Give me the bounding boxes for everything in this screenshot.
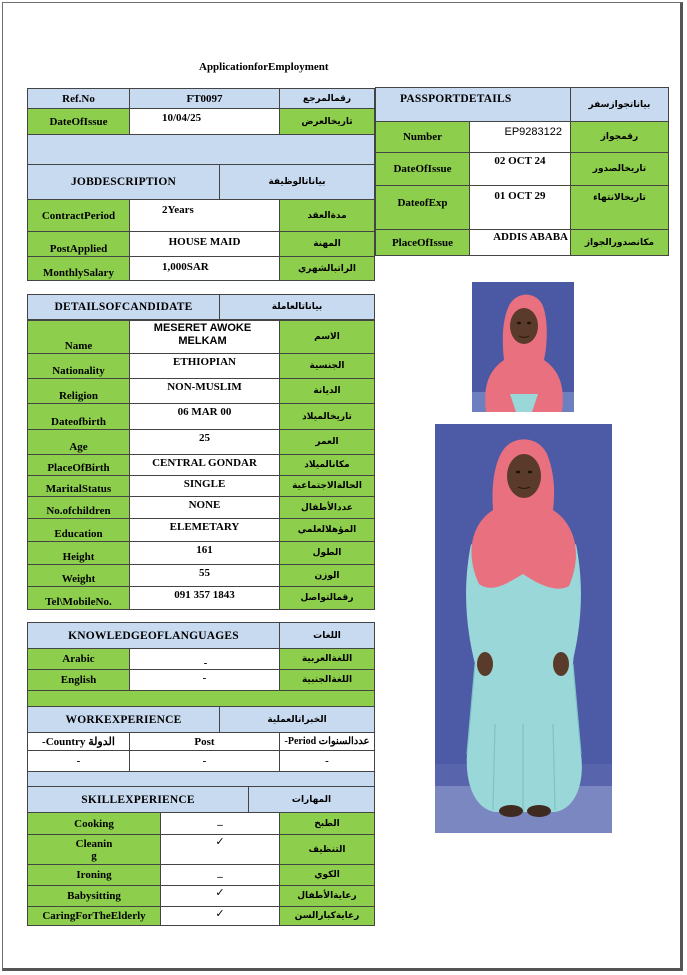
passport-number-label-ar: رقمجواز — [570, 121, 669, 153]
work-spacer — [27, 771, 375, 787]
ref-label-ar: رقمالمرجع — [279, 88, 375, 109]
languages-section-title-ar: اللغات — [279, 622, 375, 649]
work-period-value: - — [279, 750, 375, 772]
passport-issue-date-value: 02 OCT 24 — [469, 152, 571, 186]
candidate-nationality-label-ar: الجنسية — [279, 353, 375, 379]
candidate-section-title-ar: بياناتالعاملة — [219, 294, 375, 320]
skill-ironing-mark: _ — [160, 864, 280, 886]
date-of-issue-label-ar: تاريخالعرض — [279, 108, 375, 135]
skill-cooking-label-ar: الطبخ — [279, 812, 375, 835]
ref-value: FT0097 — [129, 88, 280, 109]
passport-place-value: ADDIS ABABA — [469, 229, 571, 256]
candidate-no-of-children-label-ar: عددالأطفال — [279, 496, 375, 519]
contract-period-label: ContractPeriod — [27, 199, 130, 232]
full-body-photo — [435, 424, 612, 833]
passport-section-title-ar: بياناتجوازسفر — [570, 87, 669, 122]
passport-expiry-label: DateofExp — [375, 185, 470, 230]
work-post-value: - — [129, 750, 280, 772]
skill-caring-elderly-label-ar: رعايةكبارالسن — [279, 906, 375, 926]
passport-number-value: EP9283122 — [469, 121, 571, 153]
candidate-religion-label-ar: الديانة — [279, 378, 375, 404]
candidate-place-of-birth-label: PlaceOfBirth — [27, 454, 130, 476]
candidate-marital-status-value: SINGLE — [129, 475, 280, 497]
language-english-value: - — [129, 669, 280, 691]
skill-ironing-label-ar: الكوي — [279, 864, 375, 886]
work-col-period: -Period عددالسنوات — [279, 732, 375, 751]
spacer-row — [27, 134, 375, 165]
passport-place-label-ar: مكانصدورالجواز — [570, 229, 669, 256]
candidate-name-label: Name — [27, 320, 130, 354]
monthly-salary-value: 1,000SAR — [129, 256, 280, 281]
work-col-country: -Country الدولة — [27, 732, 130, 751]
post-applied-label: PostApplied — [27, 231, 130, 257]
job-section-title: JOBDESCRIPTION — [27, 164, 220, 200]
skill-cleaning-label-ar: التنظيف — [279, 834, 375, 865]
candidate-weight-label-ar: الوزن — [279, 564, 375, 587]
candidate-weight-value: 55 — [129, 564, 280, 587]
date-of-issue-label: DateOfIssue — [27, 108, 130, 135]
language-english-label: English — [27, 669, 130, 691]
contract-period-value: 2Years — [129, 199, 280, 232]
skill-cooking-label: Cooking — [27, 812, 161, 835]
document-title: ApplicationforEmployment — [199, 61, 329, 73]
candidate-nationality-value: ETHIOPIAN — [129, 353, 280, 379]
languages-section-title: KNOWLEDGEOFLANGUAGES — [27, 622, 280, 649]
passport-expiry-value: 01 OCT 29 — [469, 185, 571, 230]
skills-section-title: SKILLEXPERIENCE — [27, 786, 249, 813]
candidate-name-label-ar: الاسم — [279, 320, 375, 354]
candidate-no-of-children-value: NONE — [129, 496, 280, 519]
skill-babysitting-label: Babysitting — [27, 885, 161, 907]
post-applied-value: HOUSE MAID — [129, 231, 280, 257]
candidate-age-label: Age — [27, 429, 130, 455]
skill-cleaning-label: Cleaning — [27, 834, 161, 865]
passport-photo — [472, 282, 574, 412]
skill-caring-elderly-mark: ✓ — [160, 906, 280, 926]
candidate-nationality-label: Nationality — [27, 353, 130, 379]
language-english-label-ar: اللغةالجنبية — [279, 669, 375, 691]
candidate-education-label: Education — [27, 518, 130, 542]
date-of-issue-value: 10/04/25 — [129, 108, 280, 135]
monthly-salary-label-ar: الراتبالشهري — [279, 256, 375, 281]
candidate-section-title: DETAILSOFCANDIDATE — [27, 294, 220, 320]
candidate-education-value: ELEMETARY — [129, 518, 280, 542]
work-section-title-ar: الخبراتالعملية — [219, 706, 375, 733]
work-col-post: Post — [129, 732, 280, 751]
skill-cooking-mark: _ — [160, 812, 280, 835]
skill-babysitting-label-ar: رعايةالأطفال — [279, 885, 375, 907]
passport-number-label: Number — [375, 121, 470, 153]
monthly-salary-label: MonthlySalary — [27, 256, 130, 281]
candidate-religion-value: NON-MUSLIM — [129, 378, 280, 404]
work-section-title: WORKEXPERIENCE — [27, 706, 220, 733]
passport-issue-date-label-ar: تاريخالصدور — [570, 152, 669, 186]
candidate-height-value: 161 — [129, 541, 280, 565]
job-section-title-ar: بياناتالوظيفة — [219, 164, 375, 200]
passport-photo-image — [472, 282, 574, 412]
candidate-tel-label: Tel\MobileNo. — [27, 586, 130, 610]
candidate-place-of-birth-value: CENTRAL GONDAR — [129, 454, 280, 476]
candidate-marital-status-label-ar: الحالةالاجتماعية — [279, 475, 375, 497]
candidate-name-value: MESERET AWOKE MELKAM — [129, 320, 280, 354]
contract-period-label-ar: مدةالعقد — [279, 199, 375, 232]
work-country-value: - — [27, 750, 130, 772]
candidate-weight-label: Weight — [27, 564, 130, 587]
languages-spacer — [27, 690, 375, 707]
post-applied-label-ar: المهنة — [279, 231, 375, 257]
skill-ironing-label: Ironing — [27, 864, 161, 886]
passport-expiry-label-ar: تاريخالانتهاء — [570, 185, 669, 230]
candidate-education-label-ar: المؤهلالعلمي — [279, 518, 375, 542]
candidate-date-of-birth-value: 06 MAR 00 — [129, 403, 280, 430]
skill-babysitting-mark: ✓ — [160, 885, 280, 907]
candidate-tel-value: 091 357 1843 — [129, 586, 280, 610]
candidate-date-of-birth-label-ar: تاريخالميلاد — [279, 403, 375, 430]
candidate-age-value: 25 — [129, 429, 280, 455]
candidate-tel-label-ar: رقمالتواصل — [279, 586, 375, 610]
language-arabic-label-ar: اللغةالعربية — [279, 648, 375, 670]
candidate-no-of-children-label: No.ofchildren — [27, 496, 130, 519]
ref-label: Ref.No — [27, 88, 130, 109]
passport-issue-date-label: DateOfIssue — [375, 152, 470, 186]
language-arabic-label: Arabic — [27, 648, 130, 670]
full-body-photo-image — [435, 424, 612, 833]
language-arabic-value: - — [129, 648, 280, 670]
candidate-place-of-birth-label-ar: مكانالميلاد — [279, 454, 375, 476]
candidate-date-of-birth-label: Dateofbirth — [27, 403, 130, 430]
candidate-religion-label: Religion — [27, 378, 130, 404]
skills-section-title-ar: المهارات — [248, 786, 375, 813]
passport-place-label: PlaceOfIssue — [375, 229, 470, 256]
skill-caring-elderly-label: CaringForTheElderly — [27, 906, 161, 926]
skill-cleaning-mark: ✓ — [160, 834, 280, 865]
candidate-height-label-ar: الطول — [279, 541, 375, 565]
candidate-age-label-ar: العمر — [279, 429, 375, 455]
candidate-marital-status-label: MaritalStatus — [27, 475, 130, 497]
passport-section-title: PASSPORTDETAILS — [375, 87, 571, 122]
candidate-height-label: Height — [27, 541, 130, 565]
